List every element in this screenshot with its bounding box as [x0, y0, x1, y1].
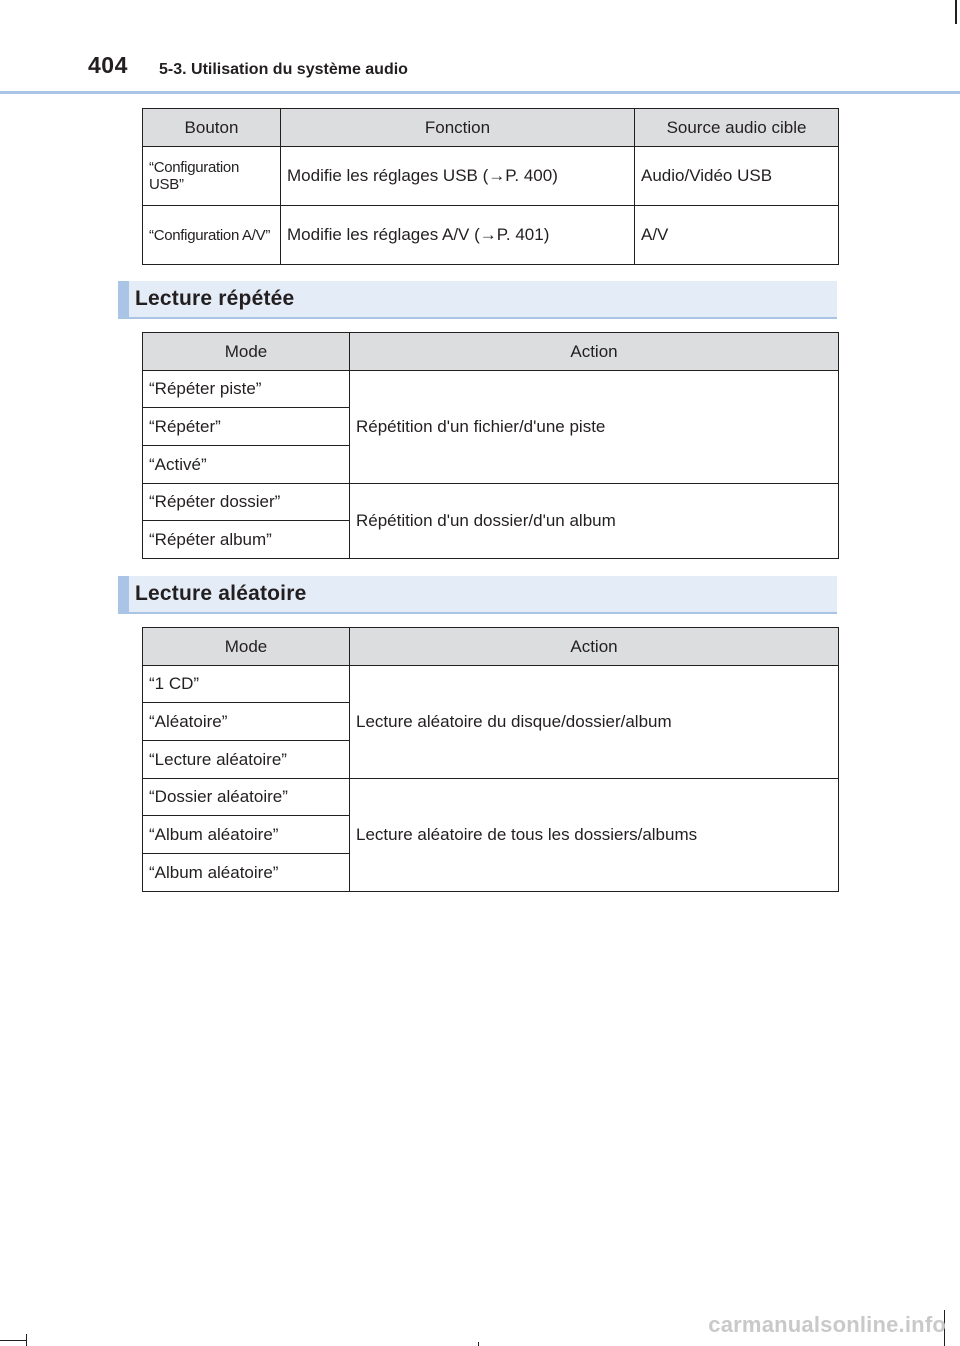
source-cell: A/V [635, 206, 839, 265]
mode-cell: “Dossier aléatoire” [143, 779, 350, 816]
mode-cell: “Activé” [143, 446, 350, 484]
mode-cell: “1 CD” [143, 666, 350, 703]
table-row [143, 371, 839, 408]
column-header-action: Action [350, 628, 839, 666]
action-cell: Répétition d'un dossier/d'un album [350, 484, 839, 559]
table-row [143, 206, 839, 265]
mode-cell: “Répéter album” [143, 521, 350, 559]
header-rule [0, 91, 960, 94]
action-cell: Lecture aléatoire de tous les dossiers/albums [350, 779, 839, 892]
function-cell: Modifie les réglages USB (→P. 400) [281, 147, 635, 206]
repeat-mode-table [142, 332, 839, 559]
function-cell: Modifie les réglages A/V (→P. 401) [281, 206, 635, 265]
table-row [143, 779, 839, 816]
page-header [0, 0, 960, 96]
table-header-row [143, 628, 839, 666]
mode-cell: “Album aléatoire” [143, 816, 350, 854]
crop-mark-bottom-center [478, 1342, 479, 1346]
section-heading-random [118, 576, 837, 614]
table-header-row [143, 333, 839, 371]
mode-cell: “Album aléatoire” [143, 854, 350, 892]
page-number: 404 [88, 52, 128, 78]
action-cell: Répétition d'un fichier/d'une piste [350, 371, 839, 484]
column-header-mode: Mode [143, 333, 350, 371]
table-header-row [143, 109, 839, 147]
section-title: Lecture aléatoire [135, 582, 307, 605]
settings-table [142, 108, 839, 265]
mode-cell: “Aléatoire” [143, 703, 350, 741]
column-header-button: Bouton [143, 109, 281, 147]
watermark: carmanualsonline.info [708, 1312, 946, 1337]
mode-cell: “Lecture aléatoire” [143, 741, 350, 779]
mode-cell: “Répéter dossier” [143, 484, 350, 521]
section-title: Lecture répétée [135, 287, 295, 310]
source-cell: Audio/Vidéo USB [635, 147, 839, 206]
crop-mark-bottom-left-v [26, 1334, 27, 1346]
table-row [143, 484, 839, 521]
mode-cell: “Répéter piste” [143, 371, 350, 408]
section-heading-repeat [118, 281, 837, 319]
mode-cell: “Répéter” [143, 408, 350, 446]
button-name-cell: “Configuration A/V” [143, 206, 281, 265]
button-name-cell: “Configuration USB” [143, 147, 281, 206]
crop-mark-top-right [955, 0, 957, 24]
column-header-source: Source audio cible [635, 109, 839, 147]
column-header-action: Action [350, 333, 839, 371]
crop-mark-bottom-left-h [0, 1340, 26, 1341]
table-row [143, 666, 839, 703]
random-mode-table [142, 627, 839, 892]
column-header-mode: Mode [143, 628, 350, 666]
action-cell: Lecture aléatoire du disque/dossier/album [350, 666, 839, 779]
column-header-function: Fonction [281, 109, 635, 147]
table-row [143, 147, 839, 206]
chapter-title: 5-3. Utilisation du système audio [159, 61, 408, 78]
